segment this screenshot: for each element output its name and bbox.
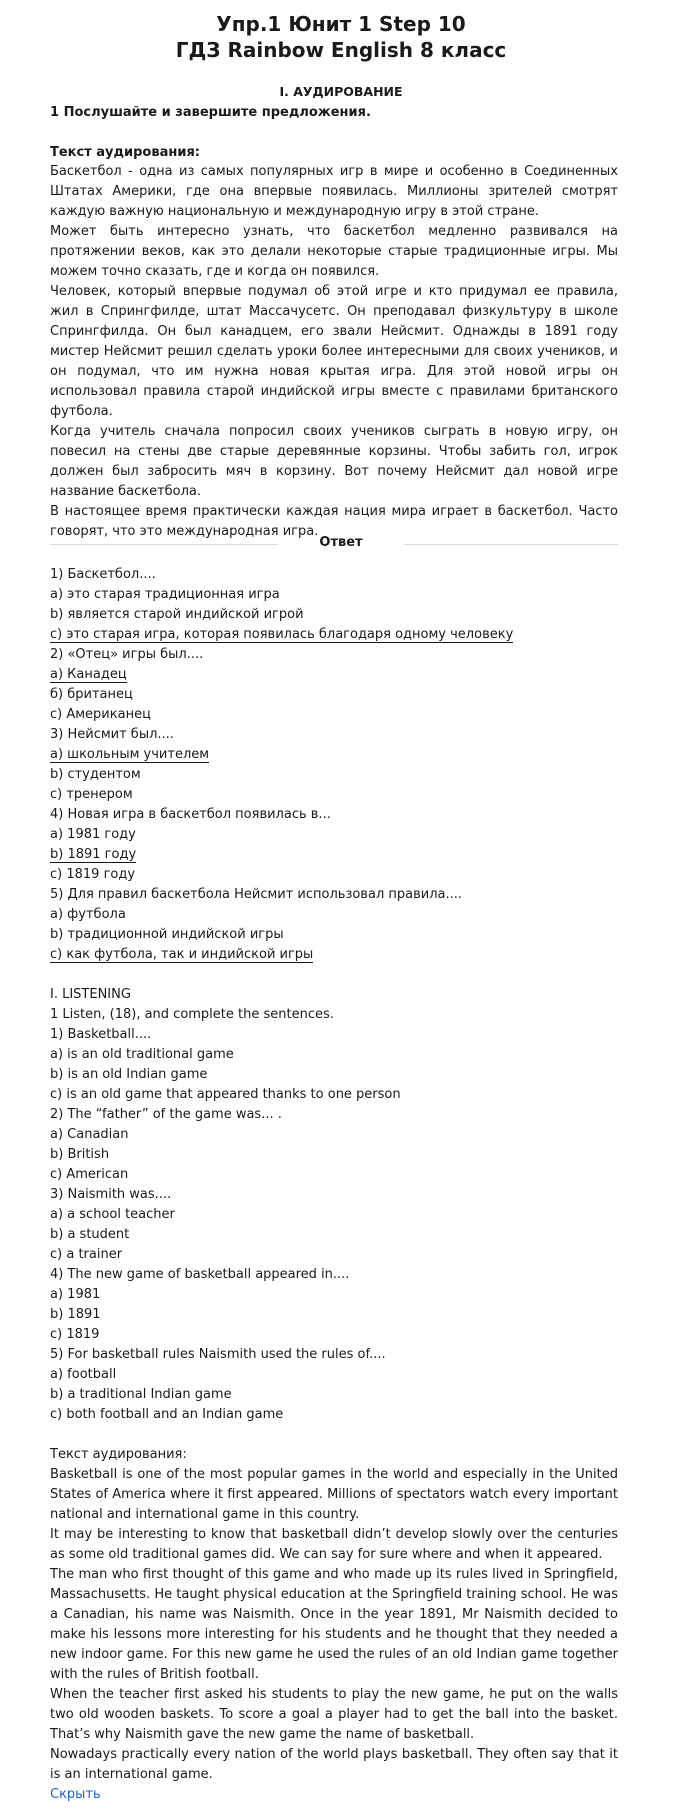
paragraph: Nowadays practically every nation of the world plays basketball. They often say that it is an international game.: [50, 1747, 618, 1782]
list-item: c) 1819 году: [50, 867, 136, 882]
list-item: a) Canadian: [50, 1127, 129, 1142]
list-item: a) футбола: [50, 907, 126, 922]
list-item: c) тренером: [50, 787, 133, 802]
list-item: b) a student: [50, 1227, 130, 1242]
paragraph: Человек, который впервые подумал об этой игре и кто придумал ее правила, жил в Спрингфилде, штат Массачусетс. Он преподавал физкультуру в школе Спрингфилда. Он был канадцем, его звали Нейсмит. Однажды в 1891 году мистер Нейсмит решил сделать уроки более интересными для своих учеников, и он подумал, что им нужна новая крытая игра. Для этой новой игры он использовал правила старой индийской игры вместе с правилами британского футбола.: [50, 284, 618, 419]
paragraph: Баскетбол - одна из самых популярных игр в мире и особенно в Соединенных Штатах Америки, где она впервые появилась. Миллионы зрителей смотрят каждую важную национальную и международную игру в этой стране.: [50, 164, 618, 219]
text-label-ru: Текст аудирования:: [50, 145, 201, 160]
list-item: а) 1981 году: [50, 827, 136, 842]
correct-answer: b) 1891 году: [50, 847, 137, 862]
list-item: a) a school teacher: [50, 1207, 175, 1222]
list-item: b) 1891: [50, 1307, 101, 1322]
paragraph: The man who first thought of this game and who made up its rules lived in Springfield, Massachusetts. He taught physical education at the Springfield training school. He was a Canadian, his name was Naismith. Once in the year 1891, Mr Naismith decided to make his lessons more interesting for his students and he thought that they needed a new indoor game. For this new game he used the rules of an old Indian game together with the rules of British football.: [50, 1567, 618, 1682]
paragraph: Basketball is one of the most popular games in the world and especially in the United States of America where it first appeared. Millions of spectators watch every important national and international game in this country.: [50, 1467, 618, 1522]
list-item: c) is an old game that appeared thanks to one person: [50, 1087, 401, 1102]
correct-answer: c) как футбола, так и индийской игры: [50, 947, 314, 962]
listening-text-en: [50, 1465, 618, 1785]
text-label-ru-2: Текст аудирования:: [50, 1447, 187, 1462]
list-item: 3) Naismith was....: [50, 1187, 172, 1202]
list-item: b) is an old Indian game: [50, 1067, 208, 1082]
task-en: 1 Listen, (18), and complete the sentences.: [50, 1007, 334, 1022]
listening-text-ru: [50, 162, 618, 542]
list-item: а) это старая традиционная игра: [50, 587, 280, 602]
list-item: 5) For basketball rules Naismith used the rules of....: [50, 1347, 386, 1362]
correct-answer: а) Канадец: [50, 667, 127, 682]
paragraph: В настоящее время практически каждая нация мира играет в баскетбол. Часто говорят, что это международная игра.: [50, 504, 618, 539]
page-title-line1: Упр.1 Юнит 1 Step 10: [216, 12, 466, 36]
list-item: c) 1819: [50, 1327, 100, 1342]
list-item: c) Американец: [50, 707, 151, 722]
list-item: 4) Новая игра в баскетбол появилась в...: [50, 807, 331, 822]
paragraph: When the teacher first asked his students to play the new game, he put on the walls two old wooden baskets. To score a goal a player had to get the ball into the basket. That’s why Naismith gave the new game the name of basketball.: [50, 1687, 618, 1742]
page-title-line2: ГДЗ Rainbow English 8 класс: [175, 38, 507, 62]
answer-label: Ответ: [319, 535, 363, 550]
list-item: b) студентом: [50, 767, 141, 782]
paragraph: Когда учитель сначала попросил своих учеников сыграть в новую игру, он повесил на стены две старые деревянные корзины. Чтобы забить гол, игрок должен был забросить мяч в корзину. Вот почему Нейсмит дал новой игре название баскетбола.: [50, 424, 618, 499]
list-item: a) 1981: [50, 1287, 101, 1302]
list-item: b) традиционной индийской игры: [50, 927, 284, 942]
list-item: c) both football and an Indian game: [50, 1407, 284, 1422]
list-item: 1) Basketball....: [50, 1027, 152, 1042]
correct-answer: c) это старая игра, которая появилась благодаря одному человеку: [50, 627, 514, 642]
list-item: c) a trainer: [50, 1247, 123, 1262]
task-ru: 1 Послушайте и завершите предложения.: [50, 105, 371, 120]
list-item: b) British: [50, 1147, 110, 1162]
list-item: 3) Нейсмит был....: [50, 727, 174, 742]
paragraph: It may be interesting to know that basketball didn’t develop slowly over the centuries as some old traditional games did. We can say for sure where and when it appeared.: [50, 1527, 618, 1562]
section-heading: I. АУДИРОВАНИЕ: [279, 84, 403, 99]
list-item: б) британец: [50, 687, 133, 702]
list-item: 5) Для правил баскетбола Нейсмит использовал правила....: [50, 887, 463, 902]
list-item: c) American: [50, 1167, 129, 1182]
list-item: 4) The new game of basketball appeared in....: [50, 1267, 350, 1282]
list-item: b) является старой индийской игрой: [50, 607, 304, 622]
paragraph: Может быть интересно узнать, что баскетбол медленно развивался на протяжении веков, как это делали некоторые старые традиционные игры. Мы можем точно сказать, где и когда он появился.: [50, 224, 618, 279]
correct-answer: а) школьным учителем: [50, 747, 210, 762]
list-item: b) a traditional Indian game: [50, 1387, 232, 1402]
list-item: a) is an old traditional game: [50, 1047, 234, 1062]
list-item: 1) Баскетбол....: [50, 567, 156, 582]
hide-link[interactable]: Скрыть: [50, 1787, 101, 1802]
list-item: 2) «Отец» игры был....: [50, 647, 204, 662]
list-item: 2) The “father” of the game was... .: [50, 1107, 282, 1122]
listening-heading-en: I. LISTENING: [50, 987, 131, 1002]
list-item: a) football: [50, 1367, 117, 1382]
divider-right: [404, 544, 618, 545]
